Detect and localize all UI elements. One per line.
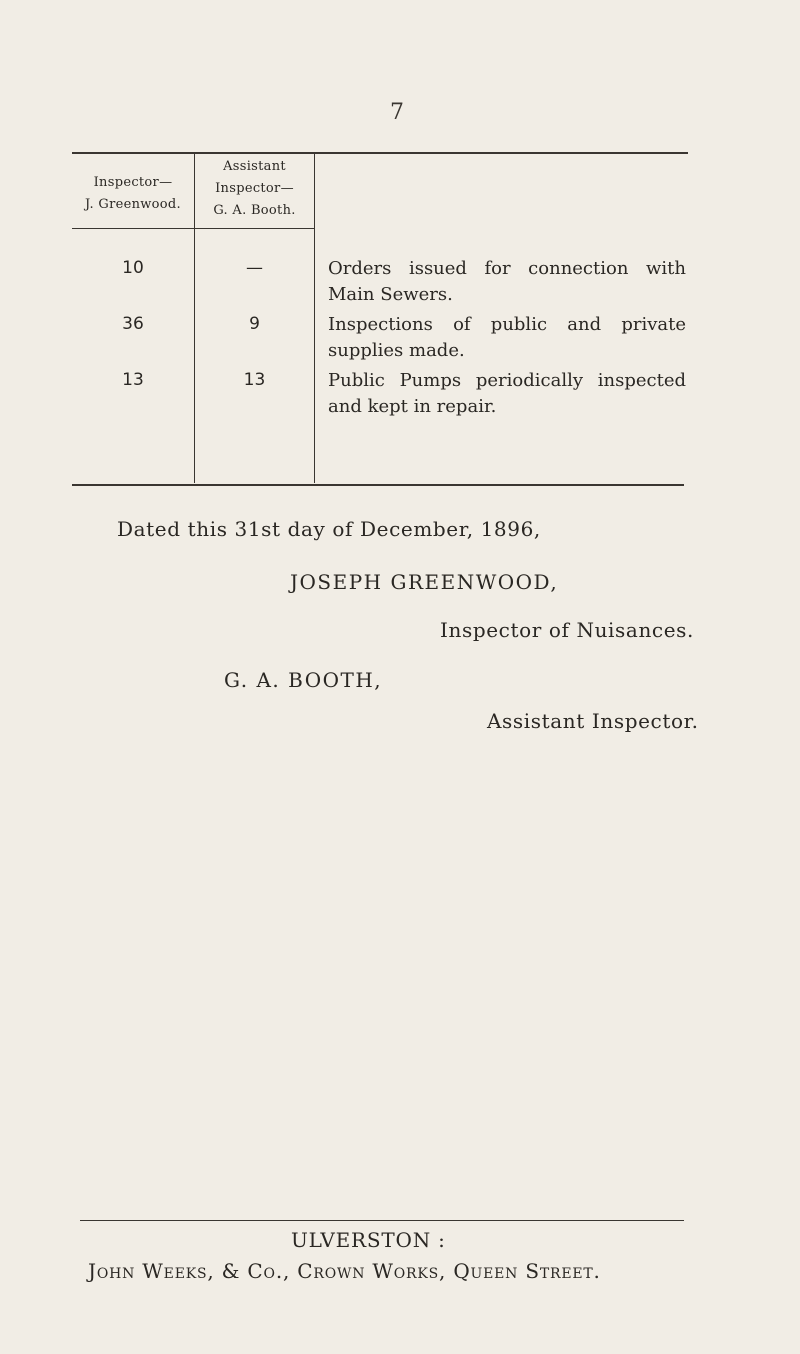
cell-inspector-count: 13: [122, 370, 144, 390]
inspector-title: Inspector of Nuisances.: [440, 618, 694, 642]
header-inspector-line1: Inspector—: [93, 175, 173, 190]
cell-description: Inspections of public and private supplies made.: [328, 314, 686, 361]
footer-printer: John Weeks, & Co., Crown Works, Queen Street.: [88, 1259, 601, 1283]
header-assistant-line2: Inspector—: [215, 181, 294, 196]
header-assistant-inspector: [195, 156, 314, 222]
footer-place: ULVERSTON :: [291, 1228, 446, 1252]
assistant-name: G. A. BOOTH,: [224, 668, 383, 692]
table-top-rule: [72, 152, 688, 154]
header-underline-2: [195, 228, 314, 229]
footer-rule: [80, 1220, 684, 1221]
header-inspector-line2: J. Greenwood.: [85, 197, 181, 212]
cell-inspector-count: 36: [122, 314, 144, 334]
column-divider-2: [314, 153, 315, 483]
assistant-title: Assistant Inspector.: [487, 709, 699, 733]
header-assistant-line3: G. A. Booth.: [213, 203, 296, 218]
page-number: 7: [390, 100, 404, 125]
header-underline-1: [72, 228, 194, 229]
cell-assistant-count: 13: [243, 370, 266, 390]
cell-assistant-count: 9: [249, 314, 260, 334]
cell-assistant-count: —: [246, 258, 263, 278]
cell-description: Public Pumps periodically inspected and kept in repair.: [328, 370, 686, 417]
cell-description: Orders issued for connection with Main Sewers.: [328, 258, 686, 305]
dated-line: Dated this 31st day of December, 1896,: [117, 517, 541, 541]
table-bottom-rule: [72, 484, 684, 486]
cell-inspector-count: 10: [122, 258, 144, 278]
header-inspector: [72, 172, 194, 216]
inspector-name: JOSEPH GREENWOOD,: [290, 570, 559, 594]
header-assistant-line1: Assistant: [223, 159, 286, 174]
